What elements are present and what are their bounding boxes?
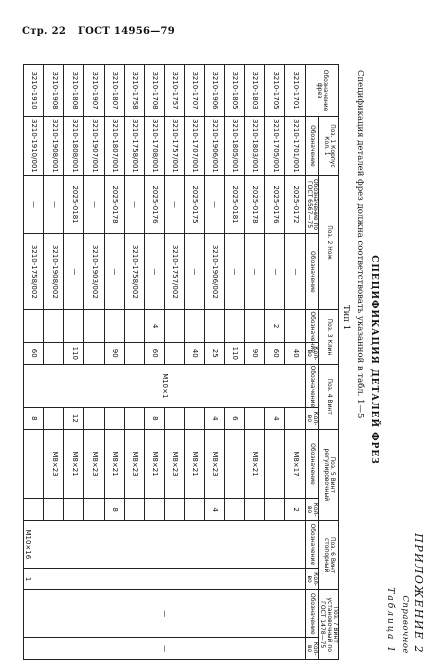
cell-pos2-gost: 2025-0172 xyxy=(285,175,305,234)
cell-pos2-desig: — xyxy=(285,234,305,310)
cell-pos3-qty xyxy=(164,342,184,364)
cell-pos4-qty: 8 xyxy=(144,408,164,430)
table-subtitle: Спецификация деталей фрез должна соответствовать указанной в табл. 1—5 xyxy=(355,70,365,419)
cell-pos4-desig: М10×1 xyxy=(24,364,306,407)
cell-pos1: 3210-1805/001 xyxy=(225,117,245,176)
cell-pos3-qty: 90 xyxy=(104,342,124,364)
col-pos7: Поз. 7 Винт установочный по ГОСТ 1478—75 xyxy=(319,590,339,660)
cell-pos2-gost: 2025-0175 xyxy=(184,175,204,234)
cell-designation: 3210-1906 xyxy=(205,65,225,117)
cell-pos3-qty: 110 xyxy=(225,342,245,364)
rotated-page-content xyxy=(15,60,425,660)
cell-pos5-desig xyxy=(265,429,285,498)
cell-pos5-desig: М8×23 xyxy=(84,429,104,498)
cell-pos5-desig xyxy=(225,429,245,498)
cell-pos5-qty: 2 xyxy=(285,499,305,521)
cell-designation: 3210-1805 xyxy=(225,65,245,117)
cell-pos5-qty xyxy=(245,499,265,521)
cell-pos5-desig: М8×21 xyxy=(144,429,164,498)
cell-pos5-qty xyxy=(144,499,164,521)
cell-pos5-qty xyxy=(84,499,104,521)
pos2-designation: Обозначение xyxy=(305,234,319,310)
cell-pos2-gost: 2025-0176 xyxy=(144,175,164,234)
page-header xyxy=(22,26,183,37)
header-row-1 xyxy=(319,65,339,660)
cell-pos4-qty: 4 xyxy=(205,408,225,430)
cell-pos5-qty xyxy=(225,499,245,521)
standard-code: ГОСТ 14956—79 xyxy=(77,26,176,37)
pos3-qty: Кол-во xyxy=(305,342,319,364)
cell-pos5-desig: М8×23 xyxy=(124,429,144,498)
cell-pos4-qty xyxy=(164,408,184,430)
pos2-gost: Обозначение по ГОСТ 6567—75 xyxy=(305,175,319,234)
cell-pos3-qty: 60 xyxy=(265,342,285,364)
cell-designation: 3210-1708 xyxy=(144,65,164,117)
cell-pos4-qty xyxy=(184,408,204,430)
cell-pos3-desig xyxy=(104,310,124,343)
pos5-designation: Обозначение xyxy=(305,429,319,498)
cell-designation: 3210-1705 xyxy=(265,65,285,117)
cell-pos2-gost: — xyxy=(124,175,144,234)
cell-pos2-desig: — xyxy=(184,234,204,310)
cell-pos2-desig: — xyxy=(144,234,164,310)
cell-pos2-gost: 2025-0181 xyxy=(64,175,84,234)
col-pos4: Поз. 4 Винт xyxy=(319,364,339,429)
cell-pos1: 3210-1808/001 xyxy=(64,117,84,176)
cell-pos5-qty xyxy=(64,499,84,521)
table-label: Таблица 1 xyxy=(385,587,395,654)
col-pos1: Поз. 1 Корпус Кол. 1 xyxy=(319,117,339,176)
cell-designation: 3210-1701 xyxy=(285,65,305,117)
cell-pos2-desig: 3210-1903/002 xyxy=(84,234,104,310)
appendix-subtitle: Справочное xyxy=(400,595,410,654)
cell-pos2-gost: — xyxy=(44,175,64,234)
cell-pos2-desig: — xyxy=(104,234,124,310)
pos6-qty: Кол-во xyxy=(305,568,319,590)
pos7-qty: Кол-во xyxy=(305,638,319,660)
cell-pos3-qty: 60 xyxy=(144,342,164,364)
cell-designation: 3210-1757 xyxy=(164,65,184,117)
cell-pos3-desig xyxy=(184,310,204,343)
cell-pos3-qty: 90 xyxy=(245,342,265,364)
cell-pos1: 3210-1705/001 xyxy=(265,117,285,176)
cell-pos3-qty xyxy=(84,342,104,364)
col-pos2: Поз. 2 Нож xyxy=(319,175,339,310)
cell-designation: 3210-1808 xyxy=(64,65,84,117)
cell-designation: 3210-1907 xyxy=(84,65,104,117)
pos1-designation: Обозначение xyxy=(305,117,319,176)
cell-pos4-qty: 6 xyxy=(225,408,245,430)
cell-pos3-desig xyxy=(44,310,64,343)
cell-pos1: 3210-1758/001 xyxy=(124,117,144,176)
col-pos3: Поз. 3 Клин xyxy=(319,310,339,364)
cell-pos4-qty xyxy=(44,408,64,430)
cell-pos1: 3210-1803/001 xyxy=(245,117,265,176)
col-pos6: Поз. 6 Винт стопорный xyxy=(319,520,339,589)
pos4-qty: Кол-во xyxy=(305,408,319,430)
col-designation: Обозначение фрез xyxy=(305,65,338,117)
cell-pos2-gost: 2025-0181 xyxy=(225,175,245,234)
cell-pos7-desig: — xyxy=(24,590,306,638)
cell-pos2-desig: 3210-1906/002 xyxy=(205,234,225,310)
cell-pos1: 3210-1757/001 xyxy=(164,117,184,176)
cell-pos2-desig: 3210-1757/002 xyxy=(164,234,184,310)
cell-pos3-qty: 40 xyxy=(184,342,204,364)
appendix-title: ПРИЛОЖЕНИЕ 2 xyxy=(412,533,425,654)
cell-designation: 3210-1908 xyxy=(44,65,64,117)
cell-designation: 3210-1758 xyxy=(124,65,144,117)
cell-pos2-desig: — xyxy=(265,234,285,310)
cell-pos3-qty: 40 xyxy=(285,342,305,364)
header-row-2 xyxy=(305,65,319,660)
cell-pos2-desig: 3210-1908/002 xyxy=(44,234,64,310)
spec-table xyxy=(23,64,339,660)
cell-pos5-qty xyxy=(124,499,144,521)
cell-pos2-gost: 2025-0178 xyxy=(104,175,124,234)
cell-pos1: 3210-1708/001 xyxy=(144,117,164,176)
cell-pos3-qty: 25 xyxy=(205,342,225,364)
cell-pos5-desig: М8×21 xyxy=(64,429,84,498)
cell-pos1: 3210-1908/001 xyxy=(44,117,64,176)
cell-pos4-qty: 8 xyxy=(24,408,44,430)
table-row xyxy=(285,65,305,660)
cell-pos2-gost: — xyxy=(205,175,225,234)
cell-designation: 3210-1803 xyxy=(245,65,265,117)
cell-pos5-desig: М8×17 xyxy=(285,429,305,498)
cell-pos2-gost: — xyxy=(84,175,104,234)
cell-pos4-qty: 12 xyxy=(64,408,84,430)
cell-pos3-desig xyxy=(245,310,265,343)
pos3-designation: Обозначение xyxy=(305,310,319,343)
pos6-designation: Обозначение xyxy=(305,520,319,568)
cell-pos4-qty xyxy=(245,408,265,430)
cell-pos2-desig: — xyxy=(245,234,265,310)
cell-pos5-desig xyxy=(24,429,44,498)
cell-pos5-desig: М8×23 xyxy=(205,429,225,498)
cell-pos1: 3210-1707/001 xyxy=(184,117,204,176)
cell-pos5-desig: М8×21 xyxy=(184,429,204,498)
cell-designation: 3210-1910 xyxy=(24,65,44,117)
pos7-designation: Обозначение xyxy=(305,590,319,638)
cell-pos6-desig: М10×16 xyxy=(24,520,306,568)
cell-pos2-gost: 2025-0176 xyxy=(265,175,285,234)
cell-pos1: 3210-1906/001 xyxy=(205,117,225,176)
cell-pos4-qty: 4 xyxy=(265,408,285,430)
cell-pos5-qty: 8 xyxy=(104,499,124,521)
cell-pos1: 3210-1907/001 xyxy=(84,117,104,176)
cell-pos2-desig: 3210-1758/002 xyxy=(124,234,144,310)
cell-pos3-desig xyxy=(124,310,144,343)
pos5-qty: Кол-во xyxy=(305,499,319,521)
cell-pos2-gost: — xyxy=(24,175,44,234)
cell-pos3-desig xyxy=(64,310,84,343)
cell-pos1: 3210-1807/001 xyxy=(104,117,124,176)
cell-pos3-desig xyxy=(205,310,225,343)
cell-pos3-desig xyxy=(84,310,104,343)
table-title: СПЕЦИФИКАЦИЯ ДЕТАЛЕЙ ФРЕЗ xyxy=(369,255,379,465)
pos4-designation: Обозначение xyxy=(305,364,319,407)
cell-pos2-gost: 2025-0178 xyxy=(245,175,265,234)
cell-pos5-desig: М8×21 xyxy=(104,429,124,498)
cell-pos5-qty xyxy=(184,499,204,521)
cell-pos6-qty: 1 xyxy=(24,568,306,590)
cell-pos5-qty xyxy=(265,499,285,521)
cell-pos5-desig: М8×23 xyxy=(44,429,64,498)
cell-pos7-qty: — xyxy=(24,638,306,660)
cell-pos5-qty xyxy=(24,499,44,521)
spec-table-body xyxy=(24,65,306,660)
cell-pos5-qty xyxy=(164,499,184,521)
cell-pos2-desig: — xyxy=(64,234,84,310)
type-label: Тип 1 xyxy=(341,305,351,331)
cell-pos5-qty xyxy=(44,499,64,521)
cell-pos2-gost: — xyxy=(164,175,184,234)
cell-pos2-desig: — xyxy=(225,234,245,310)
cell-pos4-qty xyxy=(124,408,144,430)
cell-pos3-desig xyxy=(285,310,305,343)
cell-pos3-desig xyxy=(225,310,245,343)
cell-pos3-qty: 60 xyxy=(24,342,44,364)
cell-pos3-qty: 110 xyxy=(64,342,84,364)
cell-pos4-qty xyxy=(285,408,305,430)
cell-pos3-desig: 2 xyxy=(265,310,285,343)
cell-pos3-qty xyxy=(124,342,144,364)
cell-pos4-qty xyxy=(104,408,124,430)
col-pos5: Поз. 5 Винт регулировочный xyxy=(319,429,339,520)
cell-pos4-qty xyxy=(84,408,104,430)
cell-pos1: 3210-1910/001 xyxy=(24,117,44,176)
cell-pos3-desig: 4 xyxy=(144,310,164,343)
cell-designation: 3210-1807 xyxy=(104,65,124,117)
cell-pos3-desig xyxy=(24,310,44,343)
page-number: Стр. 22 xyxy=(22,26,67,37)
cell-pos5-desig: М8×21 xyxy=(245,429,265,498)
cell-pos3-qty xyxy=(44,342,64,364)
cell-pos1: 3210-1701/001 xyxy=(285,117,305,176)
cell-pos5-desig: М8×23 xyxy=(164,429,184,498)
cell-pos2-desig: 3210-1758/002 xyxy=(24,234,44,310)
cell-designation: 3210-1707 xyxy=(184,65,204,117)
cell-pos5-qty: 4 xyxy=(205,499,225,521)
appendix-label xyxy=(400,533,425,654)
cell-pos3-desig xyxy=(164,310,184,343)
